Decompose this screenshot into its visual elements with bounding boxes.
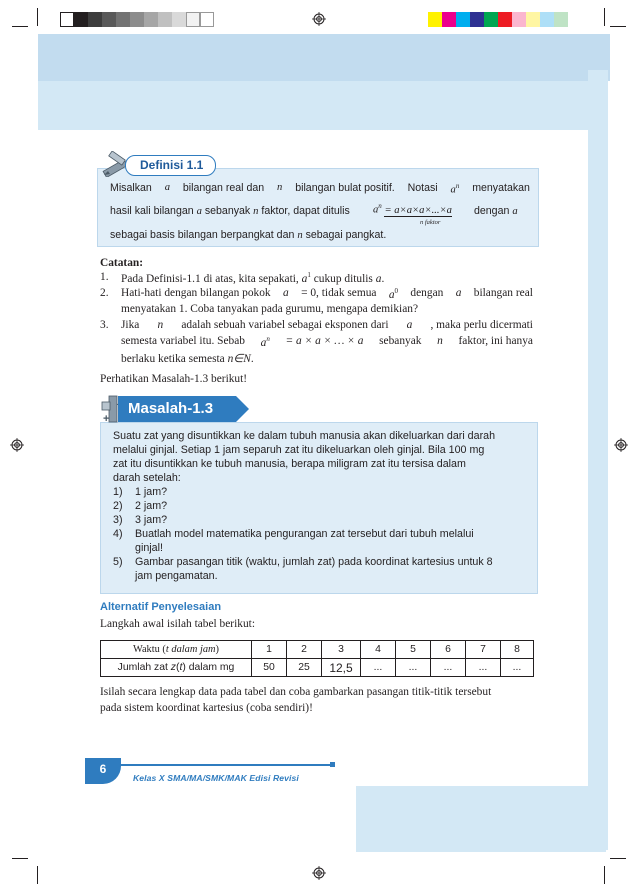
catatan-item-3: 3.: [100, 319, 109, 331]
table-cell: 50: [252, 659, 287, 677]
footer-band: [356, 786, 606, 852]
definition-line-2: hasil kali bilangan a sebanyak n faktor, dapat ditulis: [110, 205, 350, 217]
table-cell: ...: [501, 659, 534, 677]
variable-n: n: [277, 182, 283, 193]
masalah-intro-line: zat itu disuntikkan ke tubuh manusia, berapa miligram zat itu tersisa dalam: [113, 458, 466, 470]
variable-a: a: [164, 182, 170, 193]
color-swatch: [88, 12, 102, 27]
table-row: [101, 659, 534, 677]
masalah-intro-line: darah setelah:: [113, 472, 181, 484]
masalah-item-text: 2 jam?: [135, 500, 168, 512]
masalah-item-text: ginjal!: [135, 542, 163, 554]
color-swatch: [130, 12, 144, 27]
data-table: [100, 640, 534, 677]
masalah-heading: Masalah-1.3: [118, 396, 236, 422]
color-swatch: [60, 12, 74, 27]
table-cell: 12,5: [322, 659, 361, 677]
closing-line: pada sistem koordinat kartesius (coba sendiri)!: [100, 702, 313, 714]
table-cell: 5: [396, 641, 431, 659]
color-swatch: [158, 12, 172, 27]
table-cell: 1: [252, 641, 287, 659]
color-swatch: [144, 12, 158, 27]
footer-rule: [120, 764, 332, 766]
table-row: [101, 641, 534, 659]
masalah-item-number: 1): [113, 486, 123, 498]
definition-line-2-end: dengan a: [474, 205, 518, 217]
table-cell: ...: [396, 659, 431, 677]
masalah-item-text: jam pengamatan.: [135, 570, 218, 582]
color-swatch: [200, 12, 214, 27]
footer-rule-end: [330, 762, 335, 767]
color-swatch: [554, 12, 568, 27]
crop-mark: [610, 26, 626, 27]
perhatikan-text: Perhatikan Masalah-1.3 berikut!: [100, 373, 248, 385]
catatan-item-2-line-2: menyatakan 1. Coba tanyakan pada gurumu, mengapa demikian?: [121, 303, 419, 315]
masalah-intro-line: Suatu zat yang disuntikkan ke dalam tubuh manusia akan dikeluarkan dari darah: [113, 430, 496, 442]
crop-mark: [12, 26, 28, 27]
table-cell: 25: [287, 659, 322, 677]
definition-heading: Definisi 1.1: [125, 155, 216, 176]
catatan-item-3-line-1: Jika n adalah sebuah variabel sebagai eksponen dari a , maka perlu dicermati: [121, 319, 533, 331]
variable-a-power-n: $a^n$: [450, 182, 460, 196]
masalah-item-number: 2): [113, 500, 123, 512]
definition-text: menyatakan: [472, 182, 530, 194]
formula-underbrace-label: n faktor: [420, 219, 441, 226]
color-swatch: [172, 12, 186, 27]
registration-mark-icon: [614, 438, 628, 452]
masalah-item-text: 3 jam?: [135, 514, 168, 526]
catatan-item-3-line-3: berlaku ketika semesta n∈N.: [121, 353, 254, 365]
color-swatch: [74, 12, 88, 27]
table-cell: 4: [361, 641, 396, 659]
catatan-item-1-text: Pada Definisi-1.1 di atas, kita sepakati, $a^1$ cukup ditulis a.: [121, 271, 385, 285]
crop-mark: [604, 8, 605, 26]
table-cell: 8: [501, 641, 534, 659]
masalah-item-number: 3): [113, 514, 123, 526]
color-swatch: [498, 12, 512, 27]
table-cell: ...: [361, 659, 396, 677]
catatan-item-1: 1.: [100, 271, 109, 283]
catatan-title: Catatan:: [100, 257, 144, 269]
color-swatch: [456, 12, 470, 27]
masalah-intro-line: melalui ginjal. Setiap 1 jam separuh zat itu dikeluarkan oleh ginjal. Bila 100 mg: [113, 444, 485, 456]
masalah-item-text: Buatlah model matematika pengurangan zat tersebut dari tubuh melalui: [135, 528, 474, 540]
table-cell: 3: [322, 641, 361, 659]
masalah-item-number: 4): [113, 528, 123, 540]
definition-text: bilangan real dan: [182, 182, 265, 194]
color-swatch: [186, 12, 200, 27]
definition-text: Notasi: [407, 182, 438, 194]
alternatif-heading: Alternatif Penyelesaian: [100, 601, 222, 613]
table-row-label: Jumlah zat z(t) dalam mg: [101, 659, 252, 677]
color-swatch: [512, 12, 526, 27]
color-swatch: [116, 12, 130, 27]
definition-line-3: sebagai basis bilangan berpangkat dan n sebagai pangkat.: [110, 229, 387, 241]
masalah-item-text: Gambar pasangan titik (waktu, jumlah zat) pada koordinat kartesius untuk 8: [135, 556, 493, 568]
crop-mark: [604, 866, 605, 884]
table-cell: 7: [466, 641, 501, 659]
power-formula: $a^n = a\times a\times a\times...\times a$: [373, 202, 452, 216]
color-swatch: [470, 12, 484, 27]
table-cell: ...: [431, 659, 466, 677]
color-swatch: [526, 12, 540, 27]
definition-text: Misalkan: [110, 182, 152, 194]
header-band-inner: [38, 34, 610, 81]
color-swatch: [428, 12, 442, 27]
langkah-text: Langkah awal isilah tabel berikut:: [100, 618, 255, 630]
table-cell: 6: [431, 641, 466, 659]
catatan-item-3-line-2: semesta variabel itu. Sebab $a^n$ = a × a × … × a sebanyak n faktor, ini hanya: [121, 335, 533, 349]
color-swatch: [540, 12, 554, 27]
crop-mark: [37, 866, 38, 884]
right-margin-band: [588, 70, 608, 850]
catatan-item-2: 2.: [100, 287, 109, 299]
registration-mark-icon: [312, 866, 326, 880]
crop-mark: [12, 858, 28, 859]
table-cell: ...: [466, 659, 501, 677]
table-cell: 2: [287, 641, 322, 659]
definition-line-1: [110, 182, 530, 196]
table-row-label: Waktu (t dalam jam): [101, 641, 252, 659]
masalah-item-text: 1 jam?: [135, 486, 168, 498]
catatan-item-2-text: Hati-hati dengan bilangan pokok a = 0, tidak semua $a^0$ dengan a bilangan real: [121, 287, 533, 301]
svg-text:+: +: [103, 413, 110, 425]
page-number: 6: [85, 758, 121, 784]
book-title: Kelas X SMA/MA/SMK/MAK Edisi Revisi: [133, 773, 299, 783]
masalah-item-number: 5): [113, 556, 123, 568]
registration-mark-icon: [10, 438, 24, 452]
crop-mark: [610, 858, 626, 859]
color-swatch: [442, 12, 456, 27]
closing-line: Isilah secara lengkap data pada tabel dan coba gambarkan pasangan titik-titik tersebut: [100, 686, 492, 698]
crop-mark: [37, 8, 38, 26]
color-swatch: [484, 12, 498, 27]
color-swatch: [102, 12, 116, 27]
registration-mark-icon: [312, 12, 326, 26]
definition-text: bilangan bulat positif.: [295, 182, 395, 194]
